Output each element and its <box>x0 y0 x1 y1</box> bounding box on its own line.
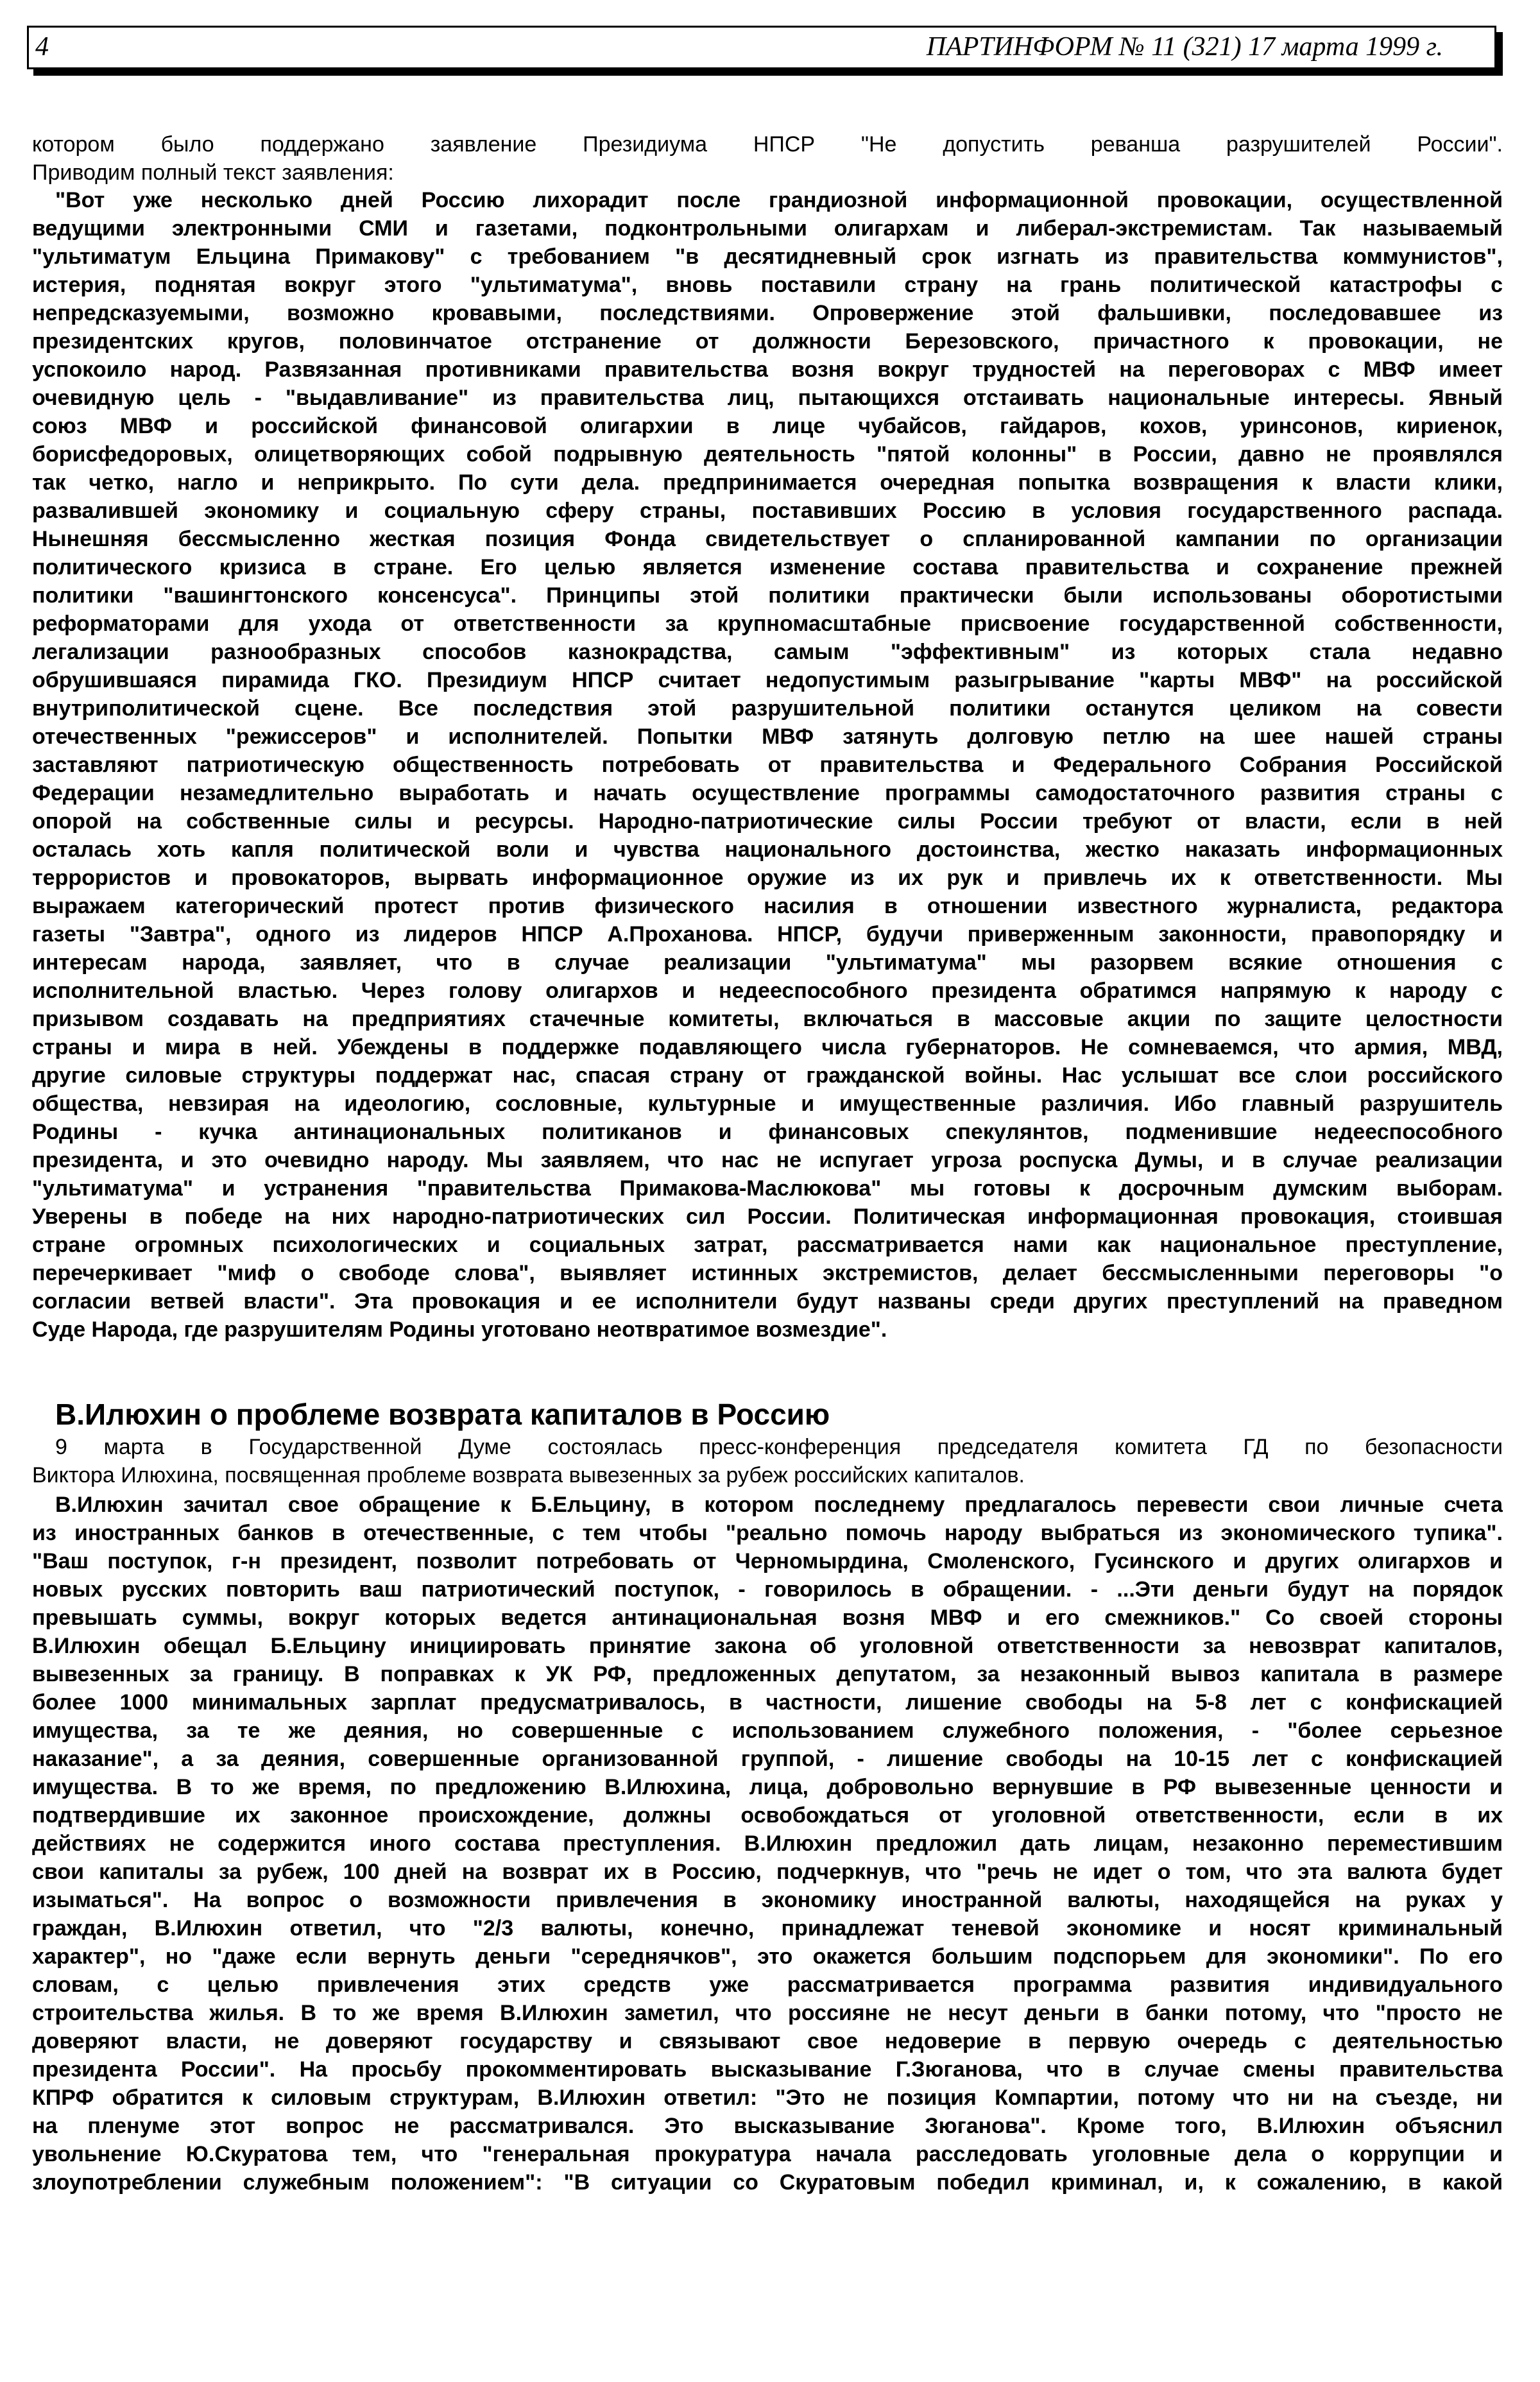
text-line: заставляют патриотическую общественность потребовать от правительства и Федерального Собрания Российской <box>32 753 1503 777</box>
text-line: обрушившаяся пирамида ГКО. Президиум НПСР считает недопустимым разыгрывание "карты МВФ" на российской <box>32 668 1503 692</box>
text-line: осталась хоть капля политической воли и чувства национального достоинства, жестко наказать информационных <box>32 837 1503 862</box>
text-line: словам, с целью привлечения этих средств уже рассматривается программа развития индивидуального <box>32 1973 1503 1997</box>
text-line: стране огромных психологических и социальных затрат, рассматривается нами как национальное преступление, <box>32 1233 1503 1257</box>
text-line: более 1000 минимальных зарплат предусматривалось, в частности, лишение свободы на 5-8 лет с конфискацией <box>32 1690 1503 1715</box>
text-line: КПРФ обратится к силовым структурам, В.Илюхин ответил: "Это не позиция Компартии, потому что ни на съезде, ни <box>32 2086 1503 2110</box>
text-line: выражаем категорический протест против физического насилия в отношении известного журналиста, редактора <box>32 894 1503 918</box>
text-line: истерия, поднятая вокруг этого "ультиматума", вновь поставили страну на грань политической катастрофы с <box>32 273 1503 297</box>
text-line: увольнение Ю.Скуратова тем, что "генеральная прокуратура начала расследовать уголовные дела о коррупции и <box>32 2142 1503 2166</box>
text-line: Нынешняя бессмысленно жесткая позиция Фонда свидетельствует о спланированной кампании по организации <box>32 527 1503 551</box>
text-line: вывезенных за границу. В поправках к УК РФ, предложенных депутатом, за незаконный вывоз капитала в размере <box>32 1662 1503 1686</box>
text-line: Приводим полный текст заявления: <box>32 160 394 185</box>
text-line: Виктора Илюхина, посвященная проблеме возврата вывезенных за рубеж российских капиталов. <box>32 1463 1025 1487</box>
text-line: призывом создавать на предприятиях стачечные комитеты, включаться в массовые акции по защите целостности <box>32 1007 1503 1031</box>
text-line: развалившей экономику и социальную сферу страны, поставивших Россию в условия государственного распада. <box>32 499 1503 523</box>
text-line: легализации разнообразных способов казнокрадства, самым "эффективным" из которых стала недавно <box>32 640 1503 664</box>
text-line: ведущими электронными СМИ и газетами, подконтрольными олигархам и либерал-экстремистам. Так называемый <box>32 216 1503 241</box>
text-line: подтвердившие их законное происхождение, должны освобождаться от уголовной ответственности, если в их <box>32 1803 1503 1828</box>
text-line: президента России". На просьбу прокомментировать высказывание Г.Зюганова, что в случае смены правительства <box>32 2057 1503 2082</box>
text-line: В.Илюхин зачитал свое обращение к Б.Ельцину, в котором последнему предлагалось перевести свои личные счета <box>55 1493 1503 1517</box>
text-line: политики "вашингтонского консенсуса". Принципы этой политики практически были использованы оборотистыми <box>32 583 1503 608</box>
text-line: газеты "Завтра", одного из лидеров НПСР А.Проханова. НПСР, будучи приверженным законности, правопорядку и <box>32 922 1503 947</box>
text-line: из иностранных банков в отечественные, с тем чтобы "реально помочь народу выбраться из экономического тупика". <box>32 1521 1503 1545</box>
text-line: наказание", а за деяния, совершенные организованной группой, - лишение свободы на 10-15 лет с конфискацией <box>32 1747 1503 1771</box>
text-line: исполнительной властью. Через голову олигархов и недееспособного президента обратимся напрямую к народу с <box>32 979 1503 1003</box>
text-line: действиях не содержится иного состава преступления. В.Илюхин предложил дать лицам, незаконно переместившим <box>32 1831 1503 1856</box>
text-line: "ультиматума" и устранения "правительства Примакова-Маслюкова" мы готовы к досрочным думским выборам. <box>32 1176 1503 1201</box>
text-line: имущества, за те же деяния, но совершенные с использованием служебного положения, - "более серьезное <box>32 1718 1503 1743</box>
text-line: Родины - кучка антинациональных политиканов и финансовых спекулянтов, подменившие недееспособного <box>32 1120 1503 1144</box>
text-line: злоупотреблении служебным положением": "В ситуации со Скуратовым победил криминал, и, к сожалению, в какой <box>32 2170 1503 2195</box>
text-line: Уверены в победе на них народно-патриотических сил России. Политическая информационная провокация, стоившая <box>32 1204 1503 1229</box>
text-line: граждан, В.Илюхин ответил, что "2/3 валюты, конечно, принадлежат теневой экономике и носят криминальный <box>32 1916 1503 1941</box>
text-line: реформаторами для ухода от ответственности за крупномасштабные присвоение государственной собственности, <box>32 612 1503 636</box>
text-line: опорой на собственные силы и ресурсы. Народно-патриотические силы России требуют от власти, если в ней <box>32 809 1503 834</box>
text-line: страны и мира в ней. Убеждены в поддержке подавляющего числа губернаторов. Не сомневаемся, что армия, МВД, <box>32 1035 1503 1059</box>
text-line: свои капиталы за рубеж, 100 дней на возврат их в Россию, подчеркнув, что "речь не идет о том, что эта валюта будет <box>32 1860 1503 1884</box>
text-line: интересам народа, заявляет, что в случае реализации "ультиматума" мы разорвем всякие отношения с <box>32 950 1503 975</box>
text-line: 9 марта в Государственной Думе состоялась пресс-конференция председателя комитета ГД по безопасности <box>55 1435 1503 1459</box>
article-heading: В.Илюхин о проблеме возврата капиталов в Россию <box>55 1398 830 1431</box>
text-line: так четко, нагло и неприкрыто. По сути дела. предпринимается очередная попытка возвращения к власти клики, <box>32 470 1503 495</box>
text-line: строительства жилья. В то же время В.Илюхин заметил, что россияне не несут деньги в банки потому, что "просто не <box>32 2001 1503 2025</box>
text-line: президента, и это очевидно народу. Мы заявляем, что нас не испугает угроза роспуска Думы, и в случае реализации <box>32 1148 1503 1172</box>
text-line: непредсказуемыми, возможно кровавыми, последствиями. Опровержение этой фальшивки, последовавшее из <box>32 301 1503 325</box>
text-line: изыматься". На вопрос о возможности привлечения в экономику иностранной валюты, находящейся на руках у <box>32 1888 1503 1912</box>
text-line: Суде Народа, где разрушителям Родины уготовано неотвратимое возмездие". <box>32 1317 887 1342</box>
article-lead <box>32 1433 1503 1489</box>
text-line: характер", но "даже если вернуть деньги "середнячков", это окажется большим подспорьем для экономики". По его <box>32 1944 1503 1969</box>
text-line: союз МВФ и российской финансовой олигархии в лице чубайсов, гайдаров, кохов, уринсонов, кириенок, <box>32 414 1503 438</box>
text-line: превышать суммы, вокруг которых ведется антинациональная возня МВФ и его смежников." Со своей стороны <box>32 1606 1503 1630</box>
page-header <box>27 26 1496 69</box>
text-line: согласии ветвей власти". Эта провокация и ее исполнители будут названы среди других преступлений на праведном <box>32 1289 1503 1314</box>
text-line: новых русских повторить ваш патриотический поступок, - говорилось в обращении. - ...Эти деньги будут на порядок <box>32 1577 1503 1602</box>
text-line: доверяют власти, не доверяют государству и связывают свое недоверие в первую очередь с деятельностью <box>32 2029 1503 2053</box>
text-line: террористов и провокаторов, вырвать информационное оружие из их рук и привлечь их к ответственности. Мы <box>32 866 1503 890</box>
text-line: имущества. В то же время, по предложению В.Илюхина, лица, добровольно вернувшие в РФ вывезенные ценности и <box>32 1775 1503 1799</box>
statement-text <box>32 186 1503 1344</box>
text-line: внутриполитической сцене. Все последствия этой разрушительной политики останутся целиком на совести <box>32 696 1503 721</box>
text-line: котором было поддержано заявление Президиума НПСР "Не допустить реванша разрушителей России". <box>32 132 1503 157</box>
text-line: общества, невзирая на идеологию, сословные, культурные и имущественные различия. Ибо главный разрушитель <box>32 1092 1503 1116</box>
text-line: успокоило народ. Развязанная противниками правительства возня вокруг трудностей на переговорах с МВФ имеет <box>32 357 1503 382</box>
text-line: очевидную цель - "выдавливание" из правительства лиц, пытающихся отстаивать национальные интересы. Явный <box>32 386 1503 410</box>
text-line: политического кризиса в стране. Его целью является изменение состава правительства и сохранение прежней <box>32 555 1503 579</box>
text-line: на пленуме этот вопрос не рассматривался. Это высказывание Зюганова". Кроме того, В.Илюхин объяснил <box>32 2114 1503 2138</box>
text-line: "Ваш поступок, г-н президент, позволит потребовать от Черномырдина, Смоленского, Гусинского и других олигархов и <box>32 1549 1503 1573</box>
text-line: В.Илюхин обещал Б.Ельцину инициировать принятие закона об уголовной ответственности за невозврат капиталов, <box>32 1634 1503 1658</box>
article-body <box>32 1491 1503 2197</box>
text-line: Федерации незамедлительно выработать и начать осуществление программы самодостаточного развития страны с <box>32 781 1503 805</box>
publication-title: ПАРТИНФОРМ № 11 (321) 17 марта 1999 г. <box>926 32 1443 62</box>
page-number: 4 <box>35 32 49 62</box>
text-line: другие силовые структуры поддержат нас, спасая страну от гражданской войны. Нас услышат все слои российского <box>32 1063 1503 1088</box>
text-line: "Вот уже несколько дней Россию лихорадит после грандиозной информационной провокации, осуществленной <box>55 188 1503 212</box>
text-line: отечественных "режиссеров" и исполнителей. Попытки МВФ затянуть долговую петлю на шее нашей страны <box>32 724 1503 749</box>
text-line: перечеркивает "миф о свободе слова", выявляет истинных экстремистов, делает бессмысленными переговоры "о <box>32 1261 1503 1285</box>
text-line: "ультиматум Ельцина Примакову" с требованием "в десятидневный срок изгнать из правительства коммунистов", <box>32 244 1503 269</box>
text-line: президентских кругов, половинчатое отстранение от должности Березовского, причастного к провокации, не <box>32 329 1503 354</box>
text-line: борисфедоровых, олицетворяющих собой подрывную деятельность "пятой колонны" в России, давно не проявлялся <box>32 442 1503 467</box>
intro-paragraph <box>32 130 1503 187</box>
